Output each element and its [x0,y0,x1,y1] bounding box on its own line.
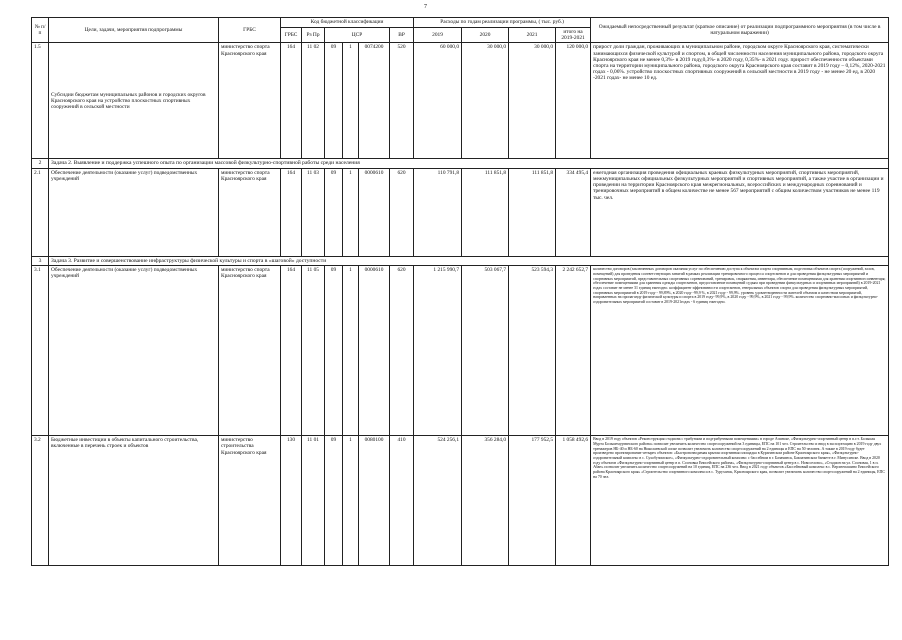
row-total: 2 242 652,7 [556,266,591,436]
row-result: прирост доли граждан, проживающих в муниципальном районе, городском округе Красноярского края, систематически занимающихся физической культурой и спортом, в общей численности населения муниципального района, городского округа Красноярского края не менее 0,3%- в 2019 году,0,3%- в 2020 году, 0,35%- в 2021 году. прирост обеспеченности объектами спорта на территории муниципального района, городского округа Красноярского края составит в 2019 году – 0,12%, 2020-2021 годах - 0,06%. устройство плоскостных спортивных сооружений в сельской местности в 2019 году - не менее 20 ед, в 2020 -2021 годах- не менее 10 ед. [591,43,889,159]
row-result: количество договоров (заключенных договоров оказания услуг по обеспечению доступа к объектам спорта спортивным, подготовка объектов спорта (сооружений, залов, помещений) для проведения соответствующих занятий в рамках реализации тренировочного процесса спортсменов и для проведения физкультурных мероприятий и спортивных мероприятий, представительных спортивных соревнований, тренировок, снаряжения, инвентаря, обеспечение помещениями для хранения спортивного инвентаря; обеспечение помещениями для хранения одежды спортсменов, предоставление помещений судьям при проведении физкультурных и спортивных мероприятий) в 2019-2021 годах составит не менее 31 единиц ежегодно. коэффициент эффективности спортсменов, генеральных объектов спорта для проведения физкультурных мероприятий, спортивных мероприятий в 2019 году - 99,89%, в 2020 году -99,9 %, в 2021 году - 99,9%. уровень удовлетворенности жителей объемом и качеством мероприятий, направленных на пропаганду физической культуры и спорта в 2019 году- 99,9%, в 2020 году - 99,9%, в 2021 году - 99,9%. количество спортивно-массовых и физкультурно-оздоровительных мероприятий составит в 2019-2021годах - 6 единиц ежегодно. [591,266,889,436]
row-csr2: 1 [343,168,359,256]
program-table [31,17,889,566]
row-grbs: министерство спорта Красноярского края [219,43,281,159]
row-num: 1.5 [32,43,49,159]
row-csr1: 09 [325,43,343,159]
row-2021: 111 851,8 [509,168,556,256]
row-csr3: 0074200 [359,43,390,159]
row-2019: 1 215 990,7 [414,266,462,436]
row-code: 130 [281,436,302,566]
page-number: 7 [424,4,427,10]
row-code: 164 [281,266,302,436]
row-grbs: министерство строительства Красноярского края [219,436,281,566]
table-row [32,43,889,159]
row-result: Ввод в 2019 году объектов «Реконструкция стадиона с трибунами и подтрибунными помещениями» в городе Ачинске, «Физкультурно-спортивный центр в п.г.т. Большая Мурта Большемуртинского района» позволит увеличить количество спортсооружений на 3 единицы, ЕПС на 101 чел. Строительство и ввод в эксплуатацию в 2019 году двух тренажеров НБ-40 и НБ-60 на Николаевской сопке позволит увеличить количество спортсооружений на 2 единицы и ЕПС на 50 человек. А также в 2019 году будет произведено проектирование четырех объектов: «Быстровозводимая крытая спортивная площадка в Курагинском районе Красноярского края», «Физкультурно-оздоровительный комплекс в с. Сухобузимское», «Физкультурно-оздоровительный комплекс с бассейном в г. Бачачинск, Бакчатинском банкете в г. Минусинске. Ввод в 2020 году объектов «Физкультурно-спортивный центр в п. Сосновка Енисейского района», «Физкультурно-спортивный центр в с. Новоселово», «Стадион на ул. Сосновая, 1 в п. Абан» позволит увеличить количество спортсооружений на 10 единиц, ЕПС на 236 чел. Ввод в 2021 году объектов «Бассейновый комплекс в с. Верхнепашино Енисейского района Красноярского края» «Строительство спортивного комплекса в с. Туруханск, Красноярского края, позволит увеличить количество спортсооружений на 2 единицы, ЕПС на 70 чел. [591,436,889,566]
table-row [32,436,889,566]
row-csr3: 0080100 [359,436,390,566]
row-2020: 30 000,0 [462,43,509,159]
row-2020: 111 851,8 [462,168,509,256]
row-csr2: 1 [343,266,359,436]
row-num: 3.2 [32,436,49,566]
row-2019: 110 791,8 [414,168,462,256]
row-2019: 60 000,0 [414,43,462,159]
row-rzpr: 11 03 [302,168,325,256]
row-rzpr: 11 05 [302,266,325,436]
row-name: Бюджетные инвестиции в объекты капитального строительства, включенные в перечень строек и объектов [49,436,219,566]
row-name: Субсидии бюджетам муниципальных районов и городских округов Красноярского края на устройство плоскостных спортивных сооружений в сельской местности [49,43,219,159]
row-csr2: 1 [343,43,359,159]
row-2021: 177 952,5 [509,436,556,566]
header-result: Ожидаемый непосредственный результат (краткое описание) от реализации подпрограммного мероприятия (в том числе в натуральном выражении) [591,18,889,43]
row-vr: 620 [390,168,414,256]
row-rzpr: 11 01 [302,436,325,566]
row-csr1: 09 [325,168,343,256]
row-total: 1 058 492,6 [556,436,591,566]
row-grbs: министерство спорта Красноярского края [219,266,281,436]
header-row-1 [32,18,889,28]
row-name: Обеспечение деятельности (оказание услуг) подведомственных учреждений [49,168,219,256]
row-2020: 503 067,7 [462,266,509,436]
header-2021: 2021 [509,28,556,43]
header-code-grbs: ГРБС [281,28,302,43]
row-2020: 356 284,0 [462,436,509,566]
row-csr1: 09 [325,436,343,566]
row-2019: 524 256,1 [414,436,462,566]
row-code: 164 [281,43,302,159]
row-vr: 410 [390,436,414,566]
row-rzpr: 11 02 [302,43,325,159]
header-goals: Цели, задачи, мероприятия подпрограммы [49,18,219,43]
row-num: 3.1 [32,266,49,436]
task-title: Задача 3. Развитие и совершенствование инфраструктуры физической культуры и спорта в «шаговой» доступности [49,256,889,265]
row-vr: 520 [390,43,414,159]
header-2020: 2020 [462,28,509,43]
row-grbs: министерство спорта Красноярского края [219,168,281,256]
header-num: № п/п [32,18,49,43]
task-title: Задача 2. Выявление и поддержка успешного опыта по организации массовой физкультурно-спортивной работы среди населения [49,159,889,168]
row-csr1: 09 [325,266,343,436]
row-csr3: 0000610 [359,168,390,256]
row-total: 120 000,0 [556,43,591,159]
row-2021: 523 594,3 [509,266,556,436]
row-name: Обеспечение деятельности (оказание услуг) подведомственных учреждений [49,266,219,436]
header-code-csr: ЦСР [325,28,390,43]
row-num: 2.1 [32,168,49,256]
header-code-vr: ВР [390,28,414,43]
table-row [32,168,889,256]
row-total: 334 495,4 [556,168,591,256]
task-num: 2 [32,159,49,168]
header-expenses-group: Расходы по годам реализации программы, ( тыс. руб.) [414,18,591,28]
row-result: ежегодная организация проведения официальных краевых физкультурных мероприятий, спортивных мероприятий, межмуниципальных официальных физкультурных мероприятий и спортивных мероприятий, а также участие в организации и проведении на территории Красноярского края межрегиональных, всероссийских и международных соревнований и тренировочных мероприятий в общем количестве не менее 567 мероприятий с общим количеством участников не менее 119 тыс. чел. [591,168,889,256]
row-csr2: 1 [343,436,359,566]
header-code-group: Код бюджетной классификации [281,18,414,28]
row-csr3: 0000610 [359,266,390,436]
row-code: 164 [281,168,302,256]
task-row [32,159,889,168]
header-code-rzpr: Рз Пр [302,28,325,43]
table-row [32,266,889,436]
task-num: 3 [32,256,49,265]
row-2021: 30 000,0 [509,43,556,159]
row-vr: 620 [390,266,414,436]
header-total: итого на 2019-2021 [556,28,591,43]
header-2019: 2019 [414,28,462,43]
header-grbs: ГРБС [219,18,281,43]
task-row [32,256,889,265]
